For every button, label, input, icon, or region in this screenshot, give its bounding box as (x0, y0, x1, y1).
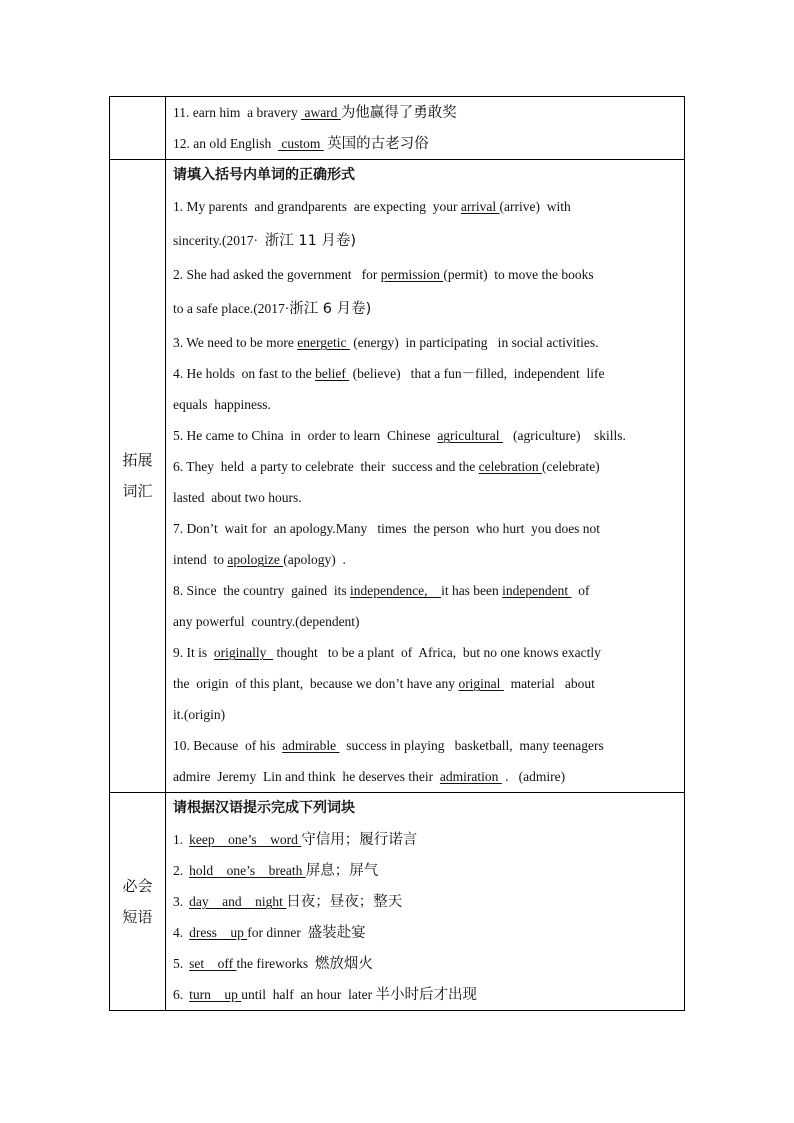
list-item: 2. She had asked the government for permission (permit) to move the books (173, 267, 594, 282)
answer-blank: apologize (227, 552, 284, 567)
answer-blank: turn up (189, 987, 242, 1002)
list-item: to a safe place.(2017·浙江 6 月卷) (173, 301, 372, 317)
answer-blank: independence, (349, 583, 442, 598)
list-item: 3. We need to be more energetic (energy) in participating in social activities. (173, 335, 599, 350)
list-item: 6. They held a party to celebrate their success and the celebration (celebrate) (173, 459, 600, 474)
section-heading: 请填入括号内单词的正确形式 (173, 167, 355, 183)
answer-blank: set off (189, 956, 237, 971)
list-item: 8. Since the country gained its independence, it has been independent of (173, 583, 590, 598)
list-item: 7. Don’t wait for an apology.Many times the person who hurt you does not (173, 521, 601, 536)
list-item: 10. Because of his admirable success in playing basketball, many teenagers (173, 738, 604, 753)
answer-blank: original (458, 676, 504, 691)
row-content (166, 160, 685, 793)
answer-blank: permission (380, 267, 444, 282)
answer-blank: energetic (297, 335, 350, 350)
answer-blank: admirable (282, 738, 340, 753)
answer-blank: hold one’s breath (189, 863, 306, 878)
list-item: sincerity.(2017· 浙江 11 月卷) (173, 233, 357, 249)
list-item: it.(origin) (173, 707, 226, 722)
row-content (166, 97, 685, 160)
answer-blank: award (301, 105, 341, 120)
table-row (110, 160, 685, 793)
answer-blank: celebration (478, 459, 542, 474)
list-item: 11. earn him a bravery award 为他赢得了勇敢奖 (173, 105, 457, 121)
answer-blank: belief (315, 366, 350, 381)
list-item: any powerful country.(dependent) (173, 614, 360, 629)
list-item: 4. He holds on fast to the belief (believe) that a fun－filled, independent life (173, 366, 605, 381)
section-label-phrases: 必会 短语 (110, 793, 166, 1011)
list-item: lasted about two hours. (173, 490, 302, 505)
answer-blank: keep one’s word (189, 832, 302, 847)
list-item: intend to apologize (apology) . (173, 552, 346, 567)
list-item: equals happiness. (173, 397, 271, 412)
answer-blank: originally (213, 645, 274, 660)
list-item: 5. He came to China in order to learn Chinese agricultural (agriculture) skills. (173, 428, 626, 443)
answer-blank: agricultural (437, 428, 503, 443)
list-item: 4. dress up for dinner 盛装赴宴 (173, 925, 366, 941)
list-item: 3. day and night 日夜；昼夜；整天 (173, 894, 403, 910)
section-heading: 请根据汉语提示完成下列词块 (173, 800, 355, 816)
list-item: 6. turn up until half an hour later 半小时后才出现 (173, 987, 477, 1003)
answer-blank: dress up (189, 925, 248, 940)
list-item: admire Jeremy Lin and think he deserves their admiration . (admire) (173, 769, 566, 784)
answer-blank: independent (502, 583, 572, 598)
list-item: the origin of this plant, because we don’t have any original material about (173, 676, 595, 691)
table-row (110, 793, 685, 1011)
list-item: 1. My parents and grandparents are expecting your arrival (arrive) with (173, 199, 571, 214)
list-item: 2. hold one’s breath 屏息；屏气 (173, 863, 379, 879)
answer-blank: day and night (189, 894, 287, 909)
row-label-empty (110, 97, 166, 160)
list-item: 9. It is originally thought to be a plant of Africa, but no one knows exactly (173, 645, 601, 660)
answer-blank: custom (278, 136, 324, 151)
answer-blank: admiration (439, 769, 502, 784)
list-item: 12. an old English custom 英国的古老习俗 (173, 136, 429, 152)
section-label-expand-vocab: 拓展 词汇 (110, 160, 166, 793)
vocabulary-table (109, 96, 685, 1011)
table-row (110, 97, 685, 160)
list-item: 1. keep one’s word 守信用；履行诺言 (173, 832, 418, 848)
row-content (166, 793, 685, 1011)
answer-blank: arrival (460, 199, 500, 214)
list-item: 5. set off the fireworks 燃放烟火 (173, 956, 373, 972)
